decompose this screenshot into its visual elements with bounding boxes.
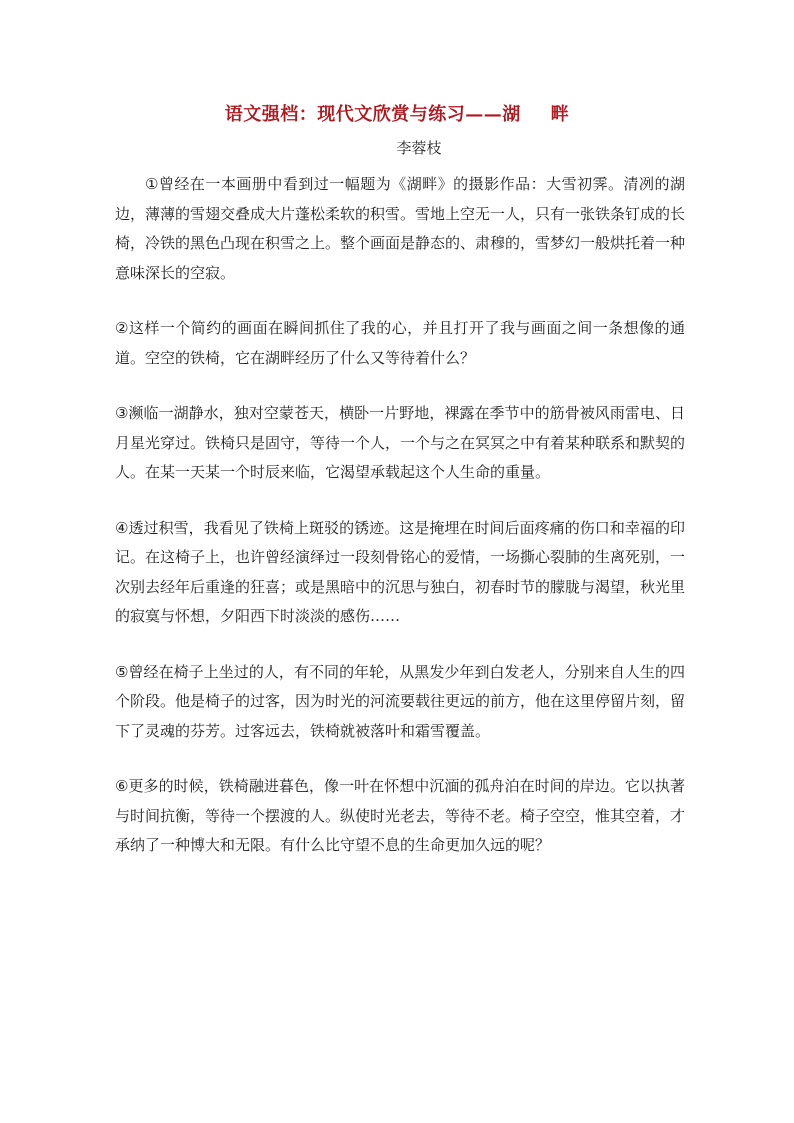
document-title: [0, 100, 794, 126]
article-body: [115, 170, 685, 887]
paragraph-2: ②这样一个简约的画面在瞬间抓住了我的心，并且打开了我与画面之间一条想像的通道。空空的铁椅，它在湖畔经历了什么又等待着什么？: [115, 319, 685, 367]
title-main: 语文强档：现代文欣赏与练习——湖: [224, 104, 521, 125]
author-name: 李蓉枝: [396, 139, 442, 157]
paragraph-5: ⑤曾经在椅子上坐过的人，有不同的年轮，从黑发少年到白发老人，分别来自人生的四个阶段。他是椅子的过客，因为时光的河流要载往更远的前方，他在这里停留片刻，留下了灵魂的芬芳。过客远去，铁椅就被落叶和霜雪覆盖。: [115, 662, 686, 740]
paragraph-4: ④透过积雪，我看见了铁椅上斑驳的锈迹。这是掩埋在时间后面疼痛的伤口和幸福的印记。在这椅子上，也许曾经演绎过一段刻骨铭心的爱情，一场撕心裂肺的生离死别，一次别去经年后重逢的狂喜；或是黑暗中的沉思与独白，初春时节的朦胧与渴望，秋光里的寂寞与怀想，夕阳西下时淡淡的感伤……: [115, 518, 686, 625]
paragraph-1: ①曾经在一本画册中看到过一幅题为《湖畔》的摄影作品：大雪初霁。清冽的湖边，薄薄的雪翅交叠成大片蓬松柔软的积雪。雪地上空无一人，只有一张铁条钉成的长椅，冷铁的黑色凸现在积雪之上。整个画面是静态的、肃穆的，雪梦幻一般烘托着一种意味深长的空寂。: [115, 175, 686, 282]
paragraph-3: ③濒临一湖静水，独对空蒙苍天，横卧一片野地，裸露在季节中的筋骨被风雨雷电、日月星光穿过。铁椅只是固守，等待一个人，一个与之在冥冥之中有着某种联系和默契的人。在某一天某一个时辰来临，它渴望承载起这个人生命的重量。: [115, 404, 686, 481]
title-end: 畔: [550, 104, 570, 125]
paragraph-6: ⑥更多的时候，铁椅融进暮色，像一叶在怀想中沉湎的孤舟泊在时间的岸边。它以执著与时间抗衡，等待一个摆渡的人。纵使时光老去，等待不老。椅子空空，惟其空着，才承纳了一种博大和无限。有什么比守望不息的生命更加久远的呢？: [115, 777, 686, 854]
